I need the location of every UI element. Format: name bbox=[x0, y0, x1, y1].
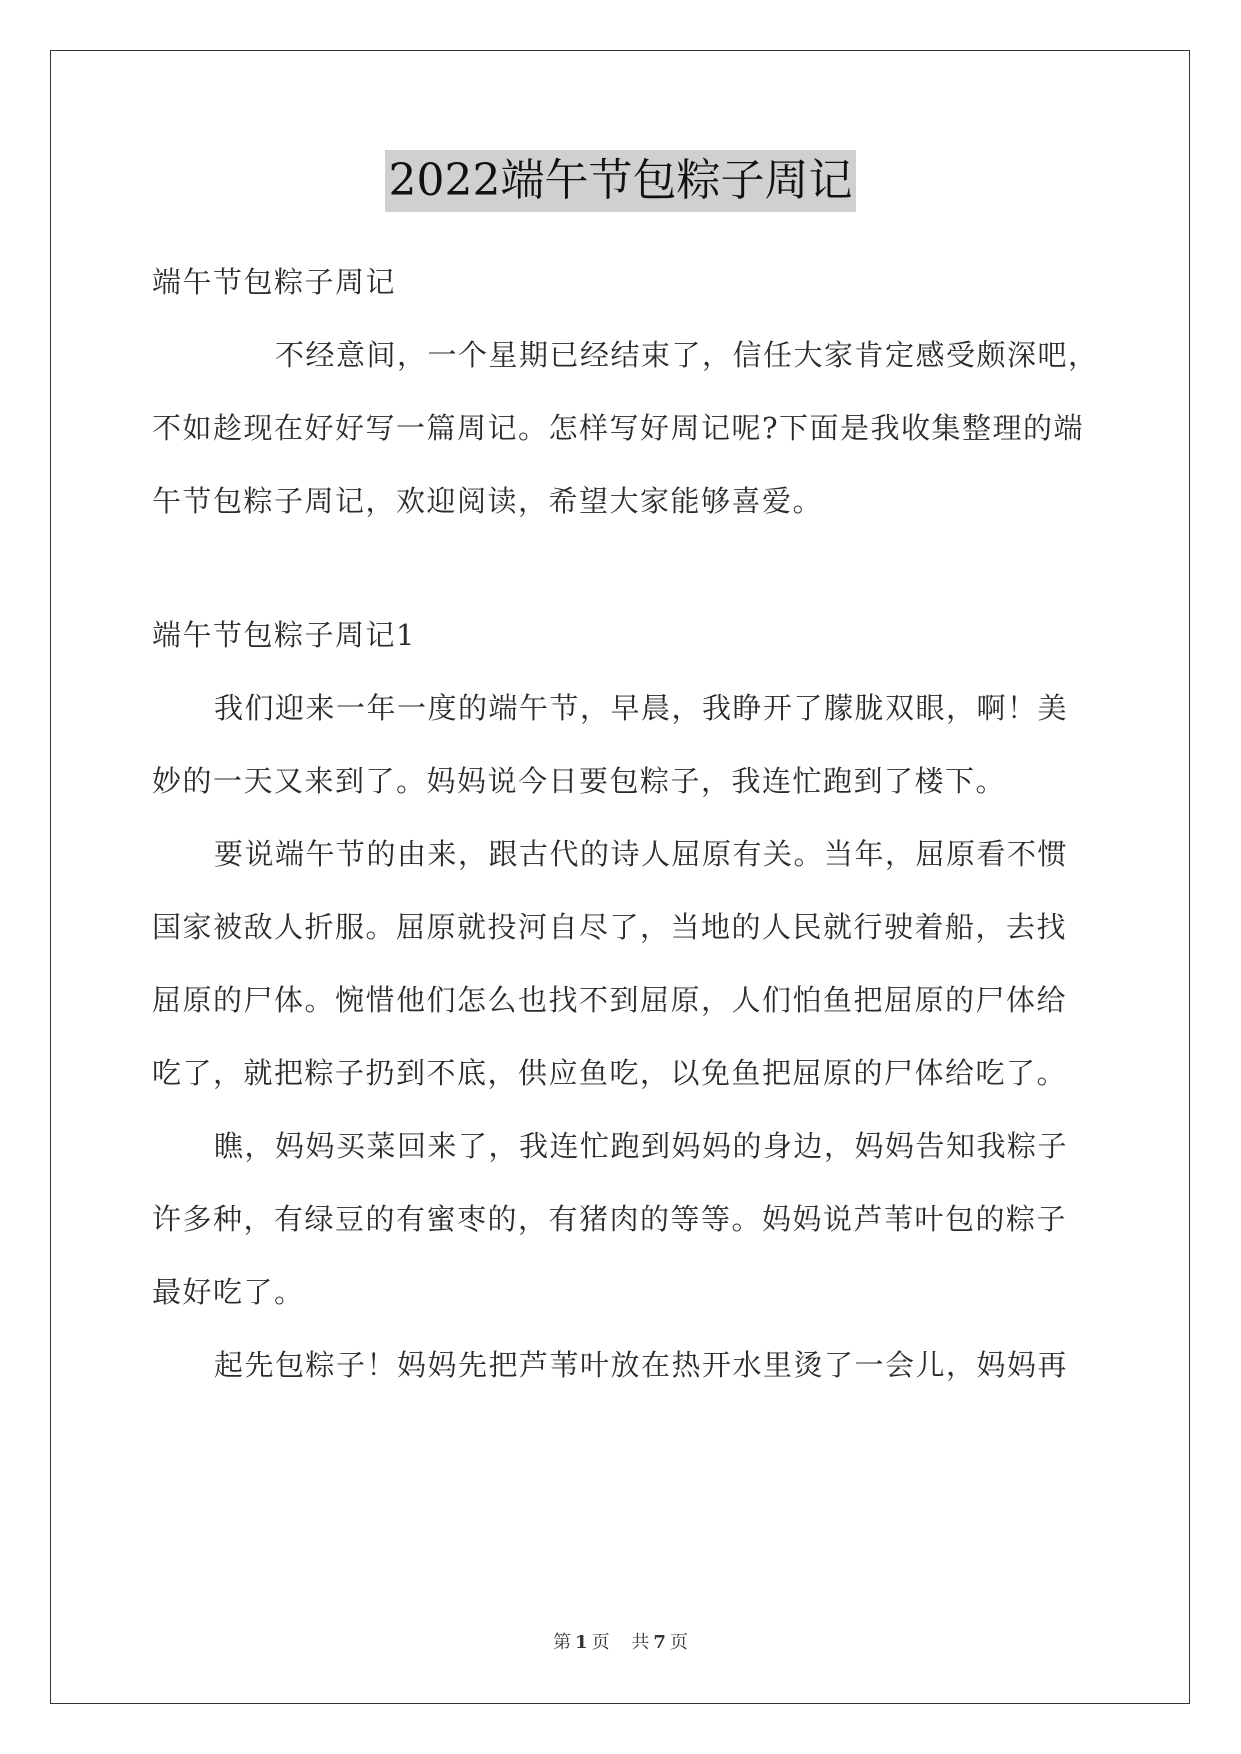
page-number bbox=[549, 1632, 614, 1653]
title-container bbox=[0, 150, 1241, 212]
text-line: 要说端午节的由来，跟古代的诗人屈原有关。当年，屈原看不惯 bbox=[214, 837, 1069, 871]
text-line: 端午节包粽子周记1 bbox=[152, 618, 416, 652]
total-pages: 7 bbox=[653, 1632, 666, 1653]
text-line: 不如趁现在好好写一篇周记。怎样写好周记呢?下面是我收集整理的端 bbox=[152, 411, 1085, 445]
text-line: 吃了，就把粽子扔到不底，供应鱼吃，以免鱼把屈原的尸体给吃了。 bbox=[152, 1056, 1068, 1090]
text-line: 国家被敌人折服。屈原就投河自尽了，当地的人民就行驶着船，去找 bbox=[152, 910, 1068, 944]
page-prefix: 第 bbox=[553, 1632, 572, 1653]
text-line: 不经意间，一个星期已经结束了，信任大家肯定感受颇深吧， bbox=[275, 338, 1099, 372]
text-line: 午节包粽子周记，欢迎阅读，希望大家能够喜爱。 bbox=[152, 484, 824, 518]
text-line: 端午节包粽子周记 bbox=[152, 265, 397, 299]
text-line: 瞧，妈妈买菜回来了，我连忙跑到妈妈的身边，妈妈告知我粽子 bbox=[214, 1129, 1069, 1163]
text-line: 起先包粽子！妈妈先把芦苇叶放在热开水里烫了一会儿，妈妈再 bbox=[214, 1348, 1069, 1382]
text-line: 最好吃了。 bbox=[152, 1275, 305, 1309]
page-footer bbox=[0, 1628, 1241, 1654]
page-suffix: 页 bbox=[591, 1632, 610, 1653]
total-suffix: 页 bbox=[669, 1632, 688, 1653]
page-total bbox=[627, 1632, 692, 1653]
text-line: 我们迎来一年一度的端午节，早晨，我睁开了朦胧双眼，啊！美 bbox=[214, 691, 1069, 725]
text-line: 许多种，有绿豆的有蜜枣的，有猪肉的等等。妈妈说芦苇叶包的粽子 bbox=[152, 1202, 1068, 1236]
current-page: 1 bbox=[575, 1632, 588, 1653]
document-title: 2022端午节包粽子周记 bbox=[385, 150, 857, 212]
text-line: 妙的一天又来到了。妈妈说今日要包粽子，我连忙跑到了楼下。 bbox=[152, 764, 1007, 798]
total-prefix: 共 bbox=[631, 1632, 650, 1653]
text-line: 屈原的尸体。惋惜他们怎么也找不到屈原，人们怕鱼把屈原的尸体给 bbox=[152, 983, 1068, 1017]
